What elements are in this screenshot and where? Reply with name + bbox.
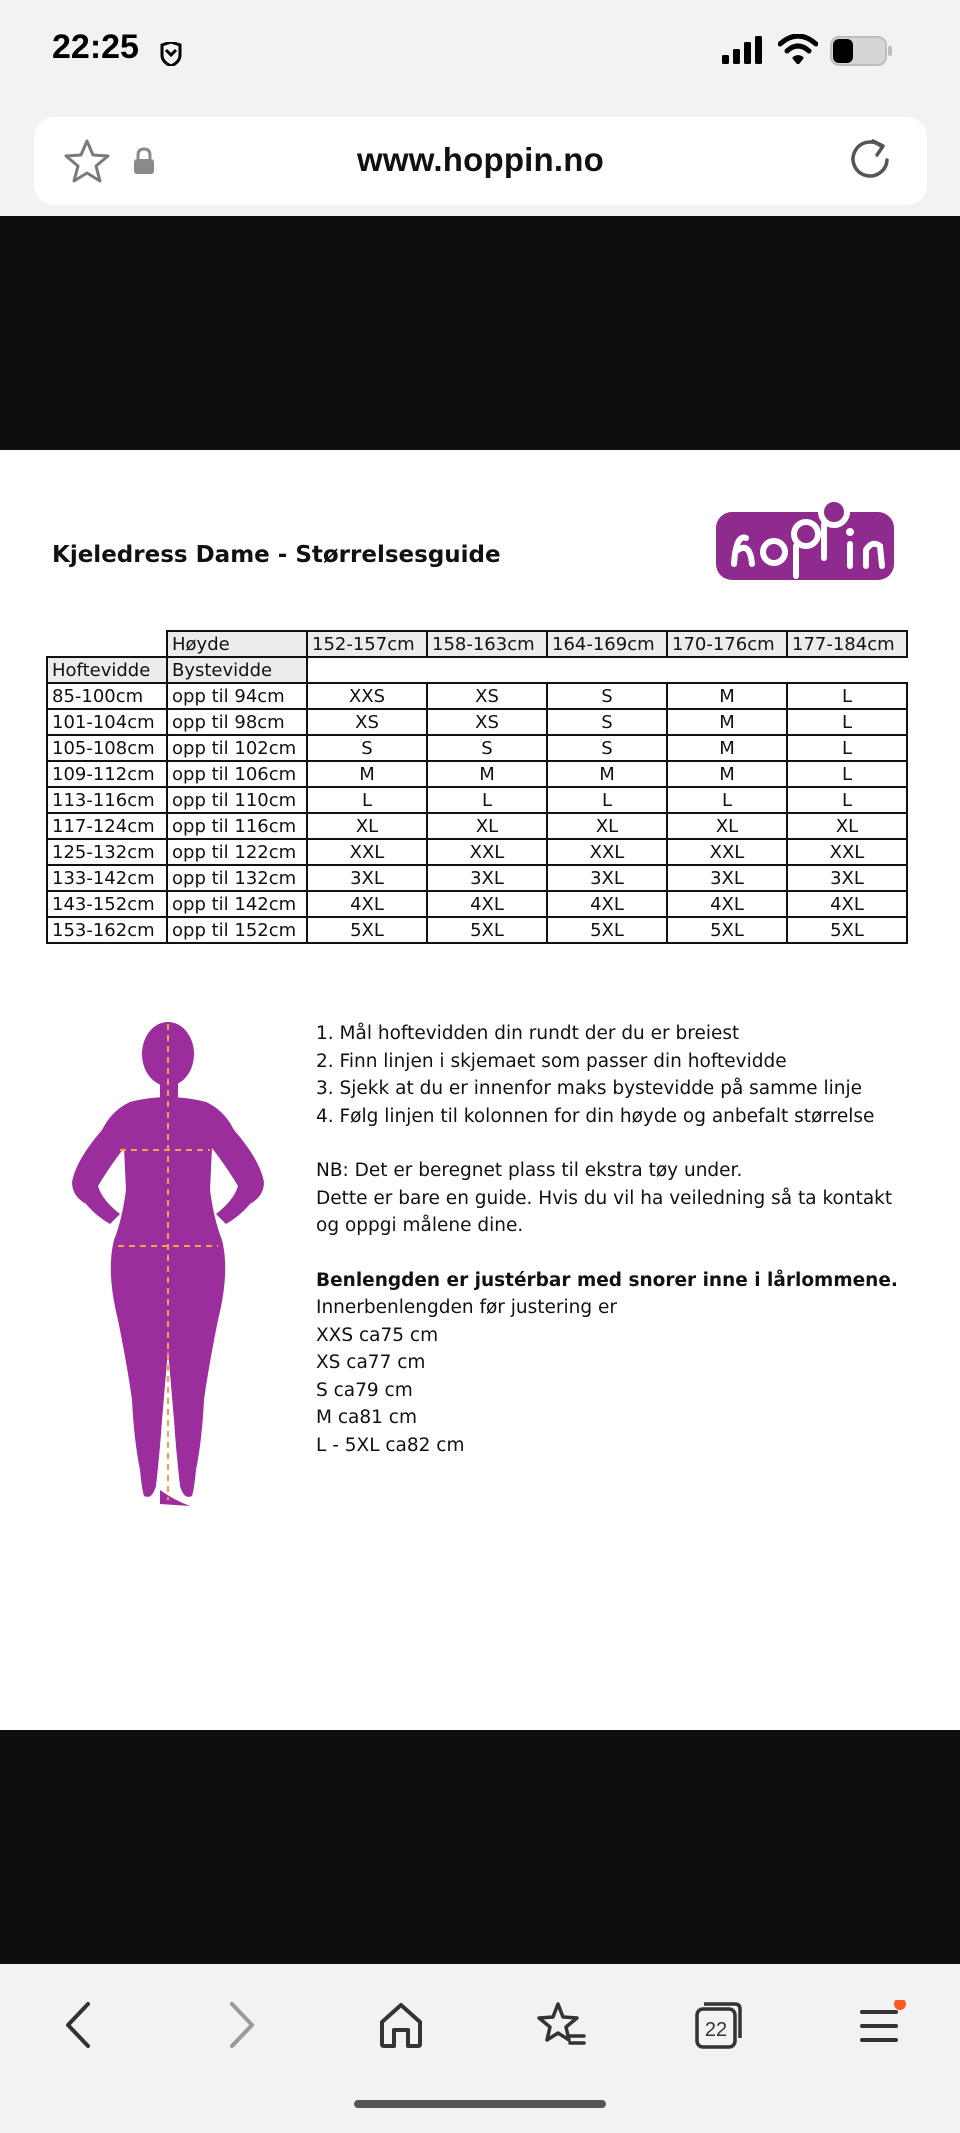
favorites-icon[interactable] bbox=[536, 2000, 586, 2050]
size-cell: 5XL bbox=[787, 917, 907, 943]
page-title: Kjeledress Dame - Størrelsesguide bbox=[52, 542, 501, 568]
size-cell: M bbox=[667, 735, 787, 761]
size-cell: XXL bbox=[307, 839, 427, 865]
bust-range-cell: opp til 98cm bbox=[167, 709, 307, 735]
leg-length-item: XXS ca75 cm bbox=[316, 1324, 439, 1346]
instructions-text bbox=[316, 1020, 898, 1459]
size-cell: 3XL bbox=[547, 865, 667, 891]
menu-icon[interactable] bbox=[856, 2000, 906, 2050]
bust-range-cell: opp til 132cm bbox=[167, 865, 307, 891]
hip-range-cell: 85-100cm bbox=[47, 683, 167, 709]
status-bar bbox=[0, 0, 960, 110]
table-row bbox=[47, 735, 907, 761]
hip-range-cell: 143-152cm bbox=[47, 891, 167, 917]
size-cell: L bbox=[787, 735, 907, 761]
table-subheader-row bbox=[47, 657, 907, 683]
corner-empty-cell bbox=[47, 631, 167, 657]
size-cell: XXL bbox=[787, 839, 907, 865]
height-header-cell: 152-157cm bbox=[307, 631, 427, 657]
table-row bbox=[47, 917, 907, 943]
leg-length-item: M ca81 cm bbox=[316, 1407, 417, 1428]
hip-range-cell: 133-142cm bbox=[47, 865, 167, 891]
height-header-cell: 170-176cm bbox=[667, 631, 787, 657]
size-cell: S bbox=[547, 735, 667, 761]
size-cell: XL bbox=[787, 813, 907, 839]
hip-range-cell: 101-104cm bbox=[47, 709, 167, 735]
address-bar[interactable] bbox=[34, 117, 927, 205]
bust-range-cell: opp til 102cm bbox=[167, 735, 307, 761]
size-cell: S bbox=[307, 735, 427, 761]
size-cell: 5XL bbox=[667, 917, 787, 943]
bust-range-cell: opp til 110cm bbox=[167, 787, 307, 813]
size-cell: S bbox=[547, 683, 667, 709]
size-cell: 5XL bbox=[427, 917, 547, 943]
size-cell: 3XL bbox=[307, 865, 427, 891]
size-cell: 4XL bbox=[307, 891, 427, 917]
url-text[interactable]: www.hoppin.no bbox=[357, 141, 604, 178]
bust-range-cell: opp til 122cm bbox=[167, 839, 307, 865]
note-line: og oppgi målene dine. bbox=[316, 1215, 524, 1236]
black-band-bottom bbox=[0, 1730, 960, 1964]
size-cell: XL bbox=[427, 813, 547, 839]
table-row bbox=[47, 813, 907, 839]
back-icon[interactable] bbox=[60, 2000, 96, 2050]
signal-icon bbox=[722, 36, 764, 64]
table-row bbox=[47, 865, 907, 891]
size-cell: S bbox=[547, 709, 667, 735]
size-cell: M bbox=[307, 761, 427, 787]
size-cell: XL bbox=[667, 813, 787, 839]
bust-range-cell: opp til 142cm bbox=[167, 891, 307, 917]
table-row bbox=[47, 683, 907, 709]
leg-length-item: S ca79 cm bbox=[316, 1379, 413, 1401]
hip-range-cell: 117-124cm bbox=[47, 813, 167, 839]
size-cell: L bbox=[547, 787, 667, 813]
size-cell: XXL bbox=[427, 839, 547, 865]
step-item: 4. Følg linjen til kolonnen for din høyde og anbefalt størrelse bbox=[316, 1105, 875, 1127]
note-line: Dette er bare en guide. Hvis du vil ha veiledning så ta kontakt bbox=[316, 1187, 893, 1209]
table-row bbox=[47, 787, 907, 813]
battery-icon bbox=[830, 36, 894, 66]
size-cell: L bbox=[427, 787, 547, 813]
size-guide-image bbox=[0, 450, 960, 1730]
height-label-cell: Høyde bbox=[167, 631, 307, 657]
size-cell: XXL bbox=[667, 839, 787, 865]
size-cell: L bbox=[787, 787, 907, 813]
step-item: 1. Mål hoftevidden din rundt der du er breiest bbox=[316, 1023, 740, 1044]
wifi-icon bbox=[778, 34, 818, 64]
hip-range-cell: 125-132cm bbox=[47, 839, 167, 865]
size-cell: XS bbox=[427, 709, 547, 735]
shield-icon bbox=[160, 42, 182, 66]
bust-range-cell: opp til 152cm bbox=[167, 917, 307, 943]
forward-icon[interactable] bbox=[224, 2000, 260, 2050]
height-header-cell: 158-163cm bbox=[427, 631, 547, 657]
bust-range-cell: opp til 94cm bbox=[167, 683, 307, 709]
size-cell: XXL bbox=[547, 839, 667, 865]
notification-dot bbox=[894, 2000, 906, 2010]
hoppin-logo bbox=[716, 494, 896, 586]
size-cell: 3XL bbox=[787, 865, 907, 891]
size-cell: L bbox=[307, 787, 427, 813]
size-cell: XXS bbox=[307, 683, 427, 709]
size-cell: S bbox=[427, 735, 547, 761]
table-row bbox=[47, 891, 907, 917]
note-line: NB: Det er beregnet plass til ekstra tøy under. bbox=[316, 1160, 743, 1181]
size-cell: M bbox=[427, 761, 547, 787]
blank-header-cell bbox=[307, 657, 907, 683]
table-row bbox=[47, 709, 907, 735]
step-item: 3. Sjekk at du er innenfor maks bystevidde på samme linje bbox=[316, 1078, 862, 1099]
size-cell: 5XL bbox=[307, 917, 427, 943]
height-header-cell: 177-184cm bbox=[787, 631, 907, 657]
size-cell: M bbox=[667, 761, 787, 787]
size-cell: 4XL bbox=[787, 891, 907, 917]
leg-length-item: L - 5XL ca82 cm bbox=[316, 1434, 465, 1456]
size-cell: XS bbox=[427, 683, 547, 709]
size-cell: M bbox=[667, 709, 787, 735]
size-cell: 5XL bbox=[547, 917, 667, 943]
black-band-top bbox=[0, 216, 960, 450]
size-cell: L bbox=[787, 709, 907, 735]
size-table bbox=[46, 630, 908, 944]
size-cell: 4XL bbox=[667, 891, 787, 917]
home-icon[interactable] bbox=[378, 2000, 424, 2050]
tab-count: 22 bbox=[704, 2019, 728, 2041]
size-cell: 4XL bbox=[427, 891, 547, 917]
size-cell: 3XL bbox=[427, 865, 547, 891]
reload-icon[interactable] bbox=[847, 137, 893, 183]
tabs-icon[interactable] bbox=[694, 2000, 744, 2050]
body-silhouette-figure bbox=[64, 1020, 284, 1520]
table-row bbox=[47, 761, 907, 787]
table-row bbox=[47, 839, 907, 865]
status-time: 22:25 bbox=[52, 28, 139, 66]
table-header-row bbox=[47, 631, 907, 657]
height-header-cell: 164-169cm bbox=[547, 631, 667, 657]
hip-range-cell: 153-162cm bbox=[47, 917, 167, 943]
bust-range-cell: opp til 116cm bbox=[167, 813, 307, 839]
size-cell: M bbox=[667, 683, 787, 709]
size-cell: 4XL bbox=[547, 891, 667, 917]
leg-length-item: XS ca77 cm bbox=[316, 1352, 426, 1373]
bust-label-cell: Bystevidde bbox=[167, 657, 307, 683]
bust-range-cell: opp til 106cm bbox=[167, 761, 307, 787]
size-cell: L bbox=[667, 787, 787, 813]
size-cell: XL bbox=[307, 813, 427, 839]
hip-range-cell: 105-108cm bbox=[47, 735, 167, 761]
hip-label-cell: Hoftevidde bbox=[47, 657, 167, 683]
size-cell: L bbox=[787, 683, 907, 709]
hip-range-cell: 109-112cm bbox=[47, 761, 167, 787]
size-cell: M bbox=[547, 761, 667, 787]
size-cell: XS bbox=[307, 709, 427, 735]
step-item: 2. Finn linjen i skjemaet som passer din hoftevidde bbox=[316, 1050, 787, 1072]
size-cell: L bbox=[787, 761, 907, 787]
size-cell: 3XL bbox=[667, 865, 787, 891]
leg-intro: Innerbenlengden før justering er bbox=[316, 1297, 618, 1318]
leg-heading: Benlengden er justérbar med snorer inne i lårlommene. bbox=[316, 1269, 898, 1291]
hip-range-cell: 113-116cm bbox=[47, 787, 167, 813]
size-cell: XL bbox=[547, 813, 667, 839]
home-indicator bbox=[354, 2100, 606, 2108]
